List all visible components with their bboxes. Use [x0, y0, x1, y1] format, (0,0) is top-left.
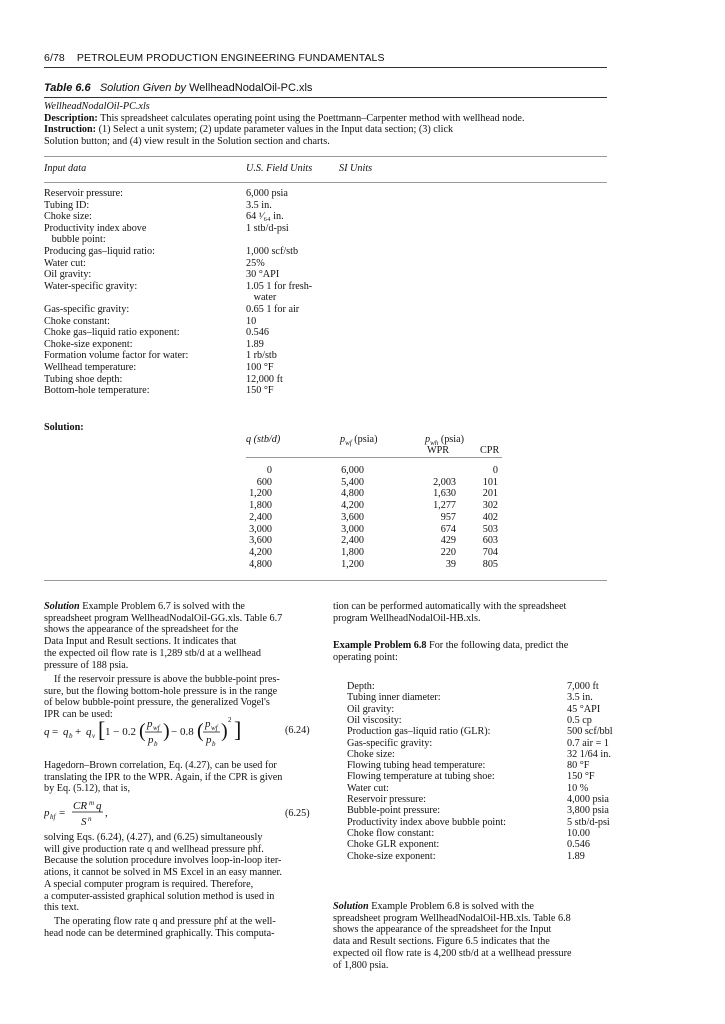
input-value: 1,000 scf/stb — [246, 246, 299, 257]
sol-wpr: 1,630 — [433, 488, 456, 500]
input-label: Choke size: — [44, 211, 92, 223]
svg-text:CR: CR — [73, 800, 88, 812]
sol-pwf: 1,800 — [341, 546, 364, 558]
heading-rule — [44, 182, 607, 183]
example-data-value: 4,000 psia — [567, 794, 609, 805]
equation-6-24-drawing — [44, 713, 254, 747]
text-line: Because the solution procedure involves loop-in-loop iter- — [44, 855, 282, 867]
text-line: of below bubble-point pressure, the generalized Vogel's — [44, 697, 270, 709]
solution-header-rule — [246, 457, 502, 458]
sol-cpr: 302 — [482, 500, 498, 512]
instruction-label: Instruction: — [44, 124, 97, 136]
svg-text:b: b — [212, 740, 216, 747]
input-label: Tubing shoe depth: — [44, 373, 123, 385]
svg-text:q: q — [96, 800, 102, 812]
table-caption-label: Table 6.6 — [44, 82, 91, 94]
text-line: translating the IPR to the WPR. Again, if the CPR is given — [44, 771, 283, 783]
text-line: expected oil flow rate is 4,200 stb/d at a wellhead pressure — [333, 947, 572, 959]
svg-text:p: p — [147, 718, 153, 730]
svg-text:2: 2 — [228, 716, 232, 724]
sol-col-pwh: $p_{wh}$ (psia) — [425, 434, 465, 448]
svg-text:b: b — [154, 740, 158, 747]
example-data-value: 0.7 air = 1 — [567, 737, 609, 749]
solution-label: Solution — [44, 601, 80, 612]
text-line: a computer-assisted graphical solution method is used in — [44, 890, 275, 902]
text-line: The operating flow rate q and pressure phf at the well- — [54, 916, 276, 927]
sol-wpr: 957 — [440, 511, 456, 523]
col-input-heading: Input data — [44, 163, 87, 174]
description-label: Description: — [44, 112, 98, 124]
svg-text:v: v — [92, 732, 96, 740]
running-header — [44, 52, 385, 64]
input-value: 25% — [246, 257, 265, 269]
text-line: Solution Example Problem 6.7 is solved with the — [44, 601, 245, 612]
solution-label: Solution — [333, 901, 369, 912]
svg-text:=: = — [52, 726, 59, 738]
caption-rule — [44, 97, 607, 98]
svg-text:]: ] — [234, 717, 242, 742]
example-data-label: Tubing inner diameter: — [347, 692, 441, 704]
input-value: water — [246, 292, 277, 304]
file-name: WellheadNodalOil-PC.xls — [44, 101, 150, 112]
header-rule — [44, 67, 607, 68]
svg-text:(: ( — [197, 720, 204, 742]
input-label: Productivity index above — [44, 222, 147, 234]
svg-text:q: q — [44, 726, 50, 738]
svg-text:S: S — [81, 816, 87, 828]
input-value: 1.05 1 for fresh- — [246, 280, 313, 292]
input-value: 6,000 psia — [246, 188, 288, 199]
sol-wpr: 429 — [440, 535, 456, 547]
input-label: Formation volume factor for water: — [44, 350, 189, 362]
input-label: Choke constant: — [44, 315, 110, 327]
example-6-8-label: Example Problem 6.8 — [333, 640, 427, 651]
table-bottom-rule — [44, 580, 607, 581]
svg-text:− 0.8: − 0.8 — [171, 726, 194, 738]
instruction-text-continued: Solution button; and (4) view result in the Solution section and charts. — [44, 135, 330, 147]
example-data-value: 80 °F — [567, 760, 590, 772]
example-data-value: 45 °API — [567, 703, 601, 715]
sol-pwf: 4,800 — [341, 488, 364, 500]
svg-text:=: = — [59, 807, 66, 819]
sol-pwf: 6,000 — [341, 465, 364, 476]
svg-text:wf: wf — [153, 724, 160, 732]
sol-q: 3,600 — [249, 535, 272, 547]
svg-text:n: n — [88, 815, 92, 823]
example-data-label: Oil viscosity: — [347, 714, 402, 726]
sol-pwf: 5,400 — [341, 476, 364, 488]
input-label: Water-specific gravity: — [44, 280, 138, 292]
text-line: the expected oil flow rate is 1,289 stb/d at a wellhead — [44, 647, 261, 659]
input-label: Choke-size exponent: — [44, 338, 133, 350]
example-data-label: Choke-size exponent: — [347, 850, 436, 862]
description-text: This spreadsheet calculates operating point using the Poettmann–Carpenter method with wellhead node. — [100, 112, 525, 124]
example-6-8-intro — [333, 640, 606, 663]
input-label: Bottom-hole temperature: — [44, 385, 150, 397]
sol-cpr: 402 — [482, 511, 498, 523]
example-data-value: 0.5 cp — [567, 714, 592, 726]
sol-cpr: 503 — [482, 523, 498, 535]
example-data-label: Flowing temperature at tubing shoe: — [347, 771, 495, 783]
svg-text:p: p — [148, 734, 154, 746]
text-line: shows the appearance of the spreadsheet for the — [44, 624, 239, 636]
instruction-text: (1) Select a unit system; (2) update parameter values in the Input data section; (3) click — [98, 124, 454, 136]
text-line: program WellheadNodalOil-HB.xls. — [333, 612, 481, 624]
graphical-paragraph — [44, 916, 321, 939]
text-line: will give production rate q and wellhead pressure phf. — [44, 843, 264, 855]
desc-rule — [44, 156, 607, 157]
svg-text:wf: wf — [211, 724, 218, 732]
sol-q: 600 — [256, 476, 272, 488]
text-line: ations, it cannot be solved in MS Excel in an easy manner. — [44, 867, 282, 879]
text-line: IPR can be used: — [44, 709, 113, 721]
sol-cpr: 101 — [482, 476, 498, 488]
example-data-value: 3.5 in. — [567, 692, 593, 704]
input-value: 100 °F — [246, 362, 274, 373]
example-data-value: 7,000 ft — [567, 681, 599, 692]
text-line: spreadsheet program WellheadNodalOil-HB.xls. Table 6.8 — [333, 912, 571, 924]
example-data-label: Water cut: — [347, 782, 389, 794]
sol-col-cpr: CPR — [480, 445, 500, 456]
text-line: A special computer program is required. Therefore, — [44, 878, 254, 890]
svg-text:p: p — [206, 734, 212, 746]
sol-q: 3,000 — [249, 523, 272, 535]
input-value: 150 °F — [246, 385, 274, 397]
sol-q: 4,200 — [249, 546, 272, 558]
text-line: spreadsheet program WellheadNodalOil-GG.xls. Table 6.7 — [44, 612, 283, 624]
input-label: Choke gas–liquid ratio exponent: — [44, 327, 180, 339]
solution-label: Solution: — [44, 422, 84, 433]
sol-col-q: q (stb/d) — [246, 434, 281, 445]
text-line: Data Input and Result sections. It indicates that — [44, 636, 237, 648]
sol-q: 1,800 — [249, 500, 272, 512]
solution-6-7-paragraph — [44, 601, 321, 671]
sol-q: 2,400 — [249, 511, 272, 523]
sol-cpr: 0 — [492, 465, 498, 476]
equation-6-25 — [44, 797, 144, 829]
example-data-value: 0.546 — [567, 839, 590, 851]
input-value: 1 stb/d-psi — [246, 222, 289, 234]
sol-cpr: 603 — [482, 535, 498, 547]
example-data-label: Bubble-point pressure: — [347, 805, 441, 817]
equation-6-24-number: (6.24) — [285, 725, 310, 736]
text-line: by Eq. (5.12), that is, — [44, 783, 131, 795]
input-value: 0.546 — [246, 327, 269, 339]
example-data-label: Choke flow constant: — [347, 827, 435, 839]
example-data-label: Gas-specific gravity: — [347, 737, 433, 749]
text-line: sure, but the flowing bottom-hole pressure is in the range — [44, 685, 278, 697]
book-title: PETROLEUM PRODUCTION ENGINEERING FUNDAMENTALS — [76, 52, 385, 64]
example-data-label: Productivity index above bubble point: — [347, 816, 507, 828]
example-data-value: 150 °F — [567, 771, 595, 783]
example-data-value: 5 stb/d-psi — [567, 816, 610, 828]
text-line: If the reservoir pressure is above the bubble-point pres- — [54, 674, 280, 685]
equation-6-24 — [44, 713, 254, 747]
example-data-label: Reservoir pressure: — [347, 794, 426, 805]
input-label: Wellhead temperature: — [44, 362, 137, 373]
input-value: 1.89 — [246, 338, 264, 350]
sol-col-wpr: WPR — [427, 445, 450, 456]
table-caption — [44, 82, 312, 94]
table-caption-text: Solution Given by — [99, 82, 187, 94]
solving-paragraph — [44, 832, 321, 914]
input-label: bubble point: — [44, 234, 106, 246]
input-label: Gas-specific gravity: — [44, 304, 130, 315]
table-caption-file: WellheadNodalOil-PC.xls — [189, 82, 313, 94]
sol-cpr: 805 — [482, 558, 498, 570]
text-line: this text. — [44, 902, 80, 914]
svg-text:): ) — [221, 720, 228, 742]
svg-text:[: [ — [98, 717, 106, 742]
input-value: 10 — [246, 315, 257, 327]
svg-text:1 − 0.2: 1 − 0.2 — [105, 726, 136, 738]
sol-q: 1,200 — [249, 488, 272, 500]
example-6-8-text: For the following data, predict the — [429, 640, 569, 651]
input-value: 1 rb/stb — [246, 350, 277, 362]
input-label: Reservoir pressure: — [44, 188, 123, 199]
input-value: 3.5 in. — [246, 199, 272, 211]
text-line: solving Eqs. (6.24), (4.27), and (6.25) simultaneously — [44, 832, 263, 843]
sol-pwf: 2,400 — [341, 535, 364, 547]
sol-wpr: 39 — [445, 558, 456, 570]
sol-cpr: 704 — [482, 546, 498, 558]
example-data-label: Choke size: — [347, 748, 395, 760]
text-line: head node can be determined graphically. This computa- — [44, 927, 275, 939]
svg-text:m: m — [89, 799, 95, 807]
text-line: Hagedorn–Brown correlation, Eq. (4.27), can be used for — [44, 760, 277, 771]
col-si-heading: SI Units — [339, 163, 373, 174]
example-data-value: 1.89 — [567, 850, 585, 862]
example-data-value: 32 1/64 in. — [567, 748, 611, 760]
input-label: Tubing ID: — [44, 199, 90, 211]
input-label: Water cut: — [44, 257, 86, 269]
svg-text:p: p — [205, 718, 211, 730]
svg-text:p: p — [44, 807, 50, 819]
page-number: 6/78 — [44, 52, 65, 64]
sol-cpr: 201 — [482, 488, 498, 500]
input-label: Oil gravity: — [44, 269, 92, 281]
sol-wpr: 220 — [440, 546, 456, 558]
table-description — [44, 101, 609, 147]
example-data-label: Flowing tubing head temperature: — [347, 760, 486, 772]
sol-wpr: 674 — [440, 523, 456, 535]
sol-wpr: 2,003 — [433, 476, 456, 488]
text-line: tion can be performed automatically with the spreadsheet — [333, 601, 567, 612]
example-data-value: 10.00 — [567, 827, 590, 839]
svg-text:+: + — [75, 726, 82, 738]
svg-text:q: q — [86, 726, 92, 738]
svg-text:hf: hf — [50, 813, 56, 821]
input-value: 0.65 1 for air — [246, 304, 300, 315]
svg-text:,: , — [105, 807, 108, 819]
example-6-8-text-continued: operating point: — [333, 651, 398, 663]
text-line: pressure of 188 psia. — [44, 659, 129, 671]
example-data-value: 3,800 psia — [567, 805, 609, 817]
input-value: 30 °API — [246, 269, 280, 281]
sol-pwf: 3,000 — [341, 523, 364, 535]
sol-q: 4,800 — [249, 558, 272, 570]
sol-pwf: 4,200 — [341, 500, 364, 512]
example-data-label: Depth: — [347, 681, 375, 692]
equation-6-25-number: (6.25) — [285, 808, 310, 819]
example-data-value: 10 % — [567, 782, 589, 794]
hagedorn-paragraph — [44, 760, 321, 795]
example-data-label: Production gas–liquid ratio (GLR): — [347, 726, 491, 738]
svg-text:(: ( — [139, 720, 146, 742]
sol-pwf: 3,600 — [341, 511, 364, 523]
col-us-heading: U.S. Field Units — [246, 163, 313, 174]
input-label: Producing gas–liquid ratio: — [44, 246, 155, 257]
svg-text:): ) — [163, 720, 170, 742]
equation-6-25-drawing — [44, 797, 144, 829]
text-line: data and Result sections. Figure 6.5 indicates that the — [333, 936, 550, 948]
sol-wpr: 1,277 — [433, 500, 456, 512]
sol-col-pwf: $p_{wf}$ (psia) — [340, 434, 378, 448]
svg-text:q: q — [63, 726, 69, 738]
example-data-label: Choke GLR exponent: — [347, 839, 440, 851]
example-data-value: 500 scf/bbl — [567, 726, 613, 738]
text-line: Solution Example Problem 6.8 is solved with the — [333, 901, 534, 912]
sol-q: 0 — [266, 465, 272, 476]
example-data-label: Oil gravity: — [347, 703, 395, 715]
text-line: of 1,800 psia. — [333, 959, 389, 971]
automatic-paragraph — [333, 601, 606, 624]
input-value: 64 ¹⁄₆₄ in. — [246, 211, 284, 223]
input-value: 12,000 ft — [246, 373, 283, 385]
svg-text:b: b — [69, 732, 73, 740]
text-line: shows the appearance of the spreadsheet for the Input — [333, 924, 552, 936]
sol-pwf: 1,200 — [341, 558, 364, 570]
solution-6-8-paragraph — [333, 901, 606, 971]
